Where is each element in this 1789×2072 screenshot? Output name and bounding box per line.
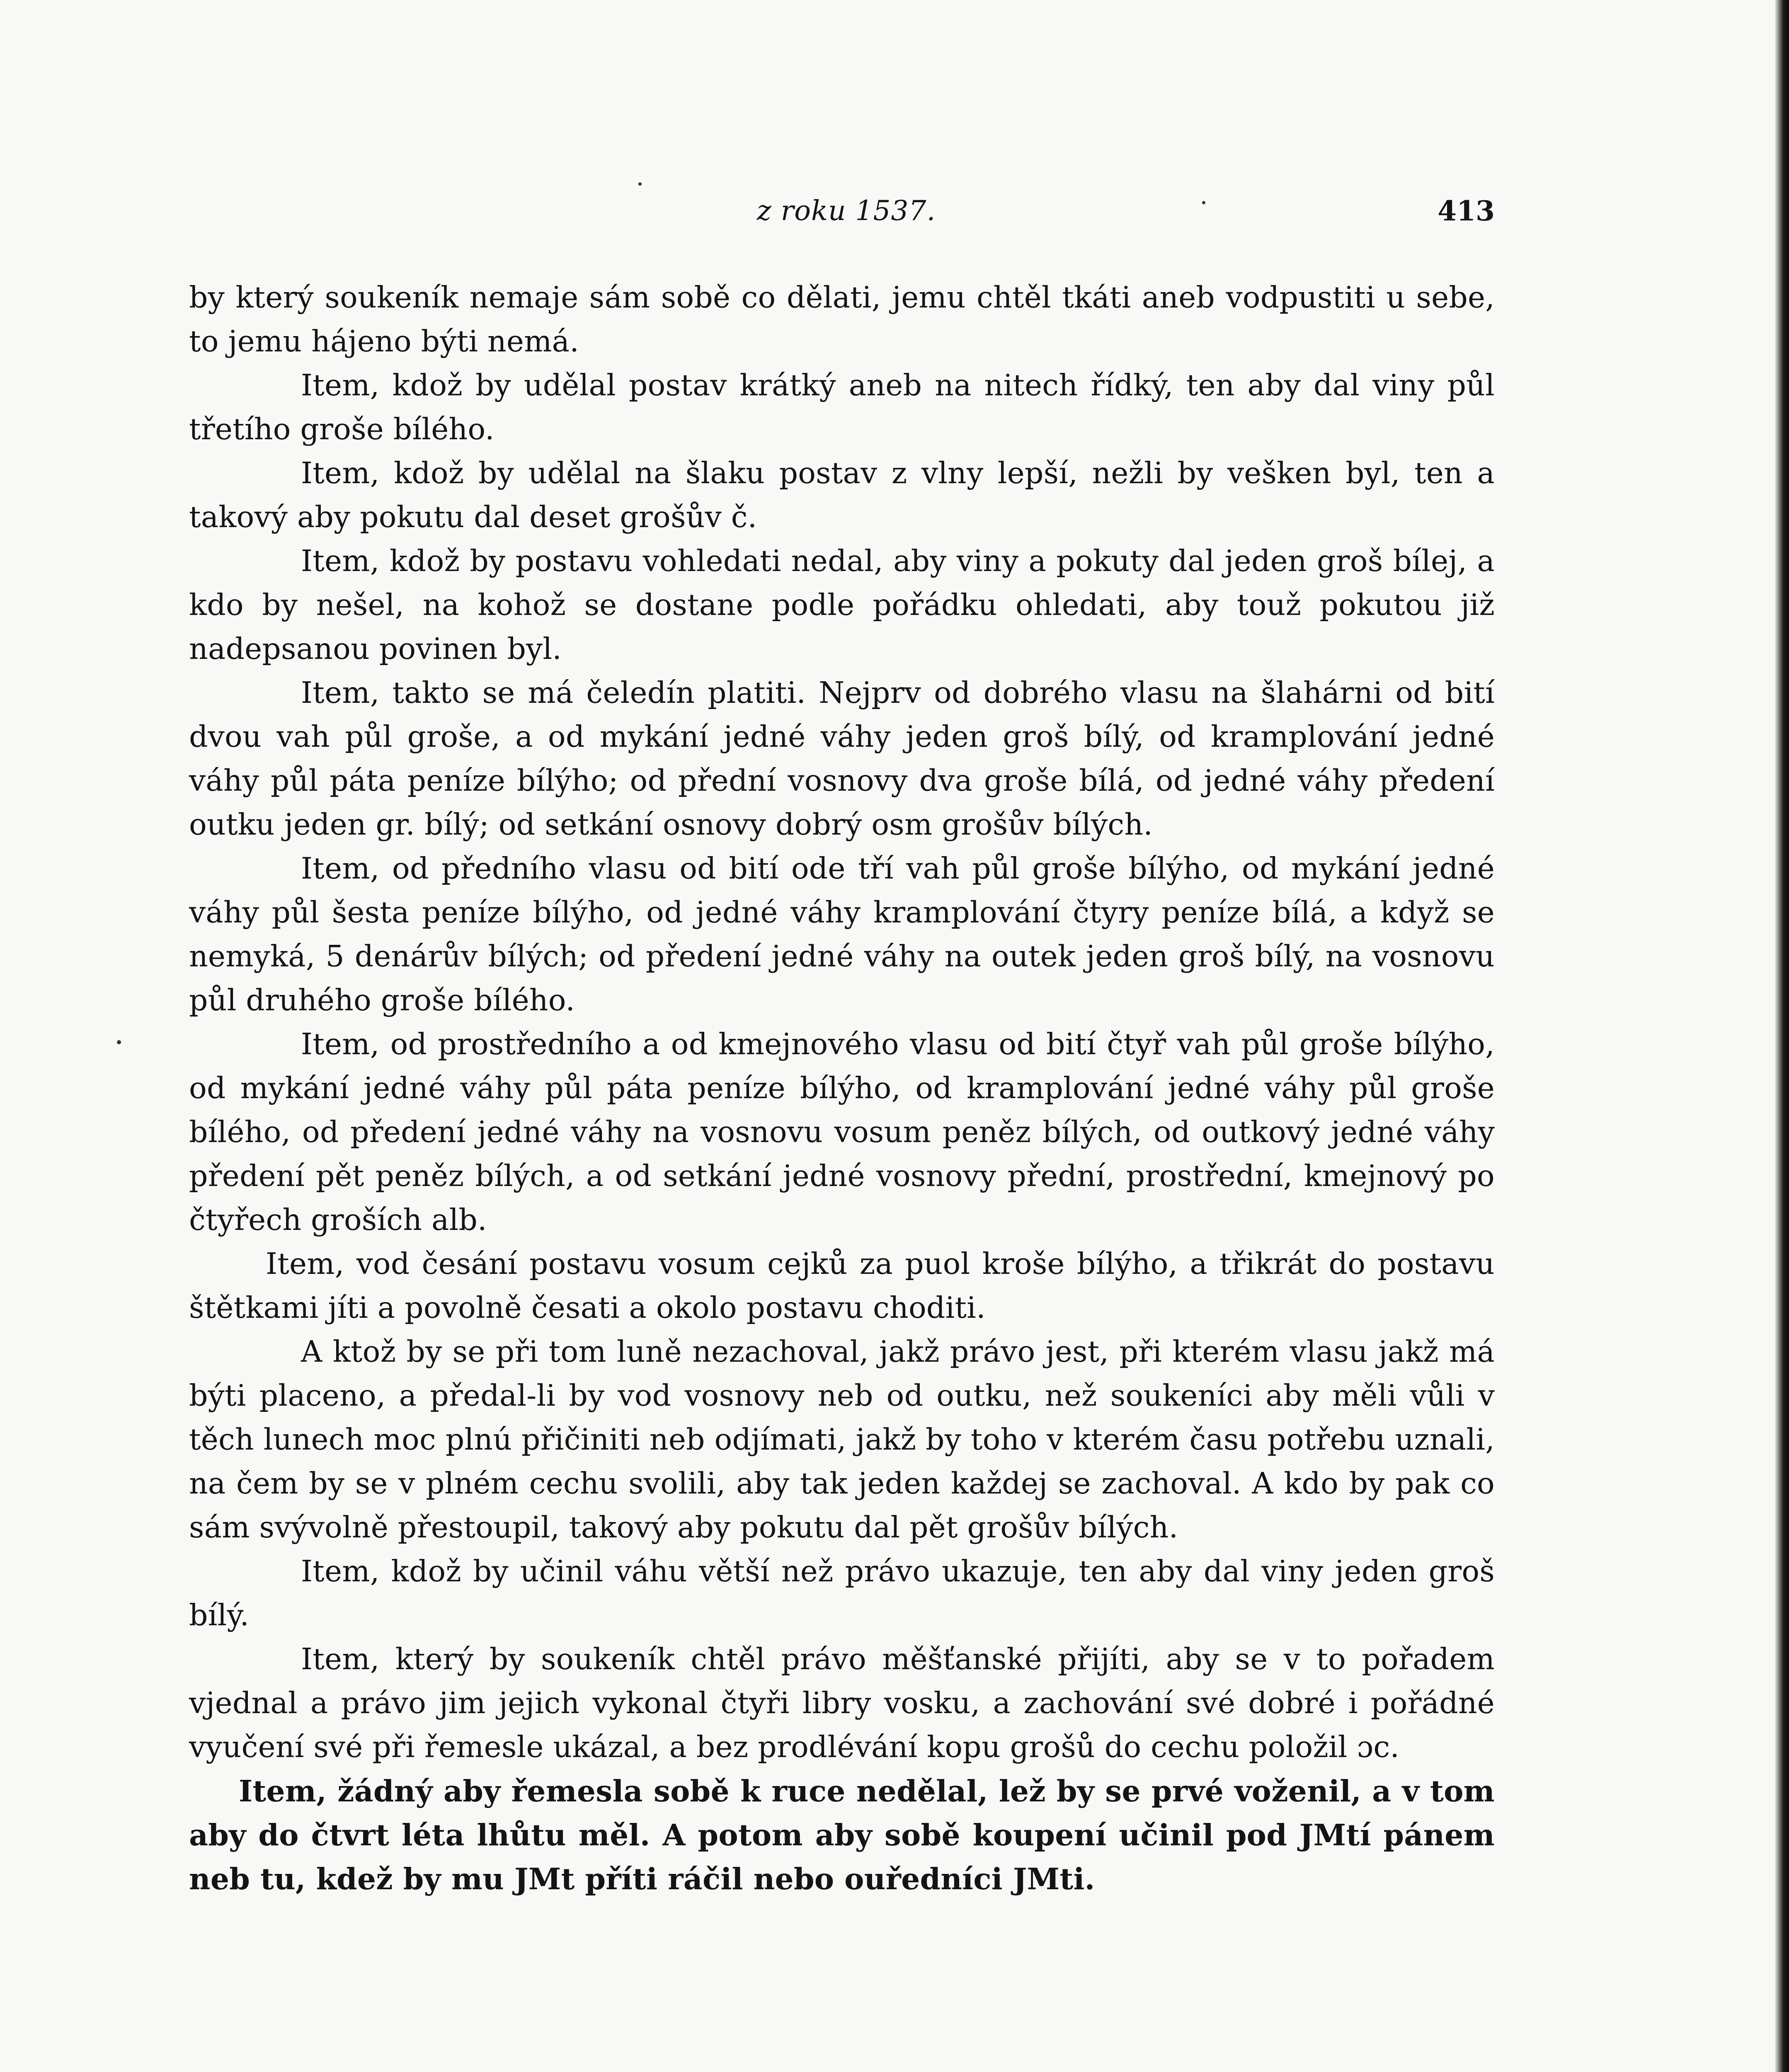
- page-header: [189, 195, 1495, 244]
- paragraph: Item, kdož by učinil váhu větší než právo ukazuje, ten aby dal viny jeden groš bílý.: [189, 1554, 1495, 1632]
- paragraph: Item, od předního vlasu od bití ode tří vah půl groše bílýho, od mykání jedné váhy půl šesta peníze bílýho, od jedné váhy kramplování čtyry peníze bílá, a když se nemyká, 5 denárův bílých; od předení jedné váhy na outek jeden groš bílý, na vosnovu půl druhého groše bílého.: [189, 851, 1495, 1017]
- text-body: [189, 276, 1495, 1901]
- paragraph: Item, od prostředního a od kmejnového vlasu od bití čtyř vah půl groše bílýho, od mykání jedné váhy půl páta peníze bílýho, od kramplování jedné váhy půl groše bílého, od předení jedné váhy na vosnovu vosum peněz bílých, od outkový jedné váhy předení pět peněz bílých, a od setkání jedné vosnovy přední, prostřední, kmejnový po čtyřech groších alb.: [189, 1027, 1495, 1237]
- paragraph: Item, takto se má čeledín platiti. Nejprv od dobrého vlasu na šlahárni od bití dvou vah půl groše, a od mykání jedné váhy jeden groš bílý, od kramplování jedné váhy půl páta peníze bílýho; od přední vosnovy dva groše bílá, od jedné váhy předení outku jeden gr. bílý; od setkání osnovy dobrý osm grošův bílých.: [189, 675, 1495, 842]
- running-title: z roku 1537.: [757, 195, 936, 227]
- paragraph: Item, kdož by udělal postav krátký aneb na nitech řídký, ten aby dal viny půl třetího groše bílého.: [189, 368, 1495, 446]
- page-number: 413: [1438, 195, 1495, 227]
- paragraph: Item, kdož by udělal na šlaku postav z vlny lepší, nežli by vešken byl, ten a takový aby pokutu dal deset grošův č.: [189, 456, 1495, 534]
- paragraph: by který soukeník nemaje sám sobě co dělati, jemu chtěl tkáti aneb vodpustiti u sebe, to jemu hájeno býti nemá.: [189, 280, 1495, 358]
- paragraph: Item, kdož by postavu vohledati nedal, aby viny a pokuty dal jeden groš bílej, a kdo by nešel, na kohož se dostane podle pořádku ohledati, aby touž pokutou již nadepsanou povinen byl.: [189, 544, 1495, 666]
- paragraph: Item, žádný aby řemesla sobě k ruce nedělal, lež by se prvé voženil, a v tom aby do čtvrt léta lhůtu měl. A potom aby sobě koupení učinil pod JMtí pánem neb tu, kdež by mu JMt příti ráčil nebo ouředníci JMti.: [189, 1774, 1495, 1896]
- paragraph: A ktož by se při tom luně nezachoval, jakž právo jest, při kterém vlasu jakž má býti placeno, a předal-li by vod vosnovy neb od outku, než soukeníci aby měli vůli v těch lunech moc plnú přičiniti neb odjímati, jakž by toho v kterém času potřebu uznali, na čem by se v plném cechu svolili, aby tak jeden každej se zachoval. A kdo by pak co sám svývolně přestoupil, takový aby pokutu dal pět grošův bílých.: [189, 1334, 1495, 1544]
- speck: [638, 182, 642, 186]
- paragraph: Item, který by soukeník chtěl právo měšťanské přijíti, aby se v to pořadem vjednal a právo jim jejich vykonal čtyři libry vosku, a zachování své dobré i pořádné vyučení své při řemesle ukázal, a bez prodlévání kopu grošů do cechu položil ɔc.: [189, 1642, 1495, 1764]
- page-edge-shadow: [1775, 0, 1789, 2072]
- paragraph: Item, vod česání postavu vosum cejků za puol kroše bílýho, a třikrát do postavu štětkami jíti a povolně česati a okolo postavu choditi.: [189, 1247, 1495, 1325]
- speck: [117, 1040, 121, 1044]
